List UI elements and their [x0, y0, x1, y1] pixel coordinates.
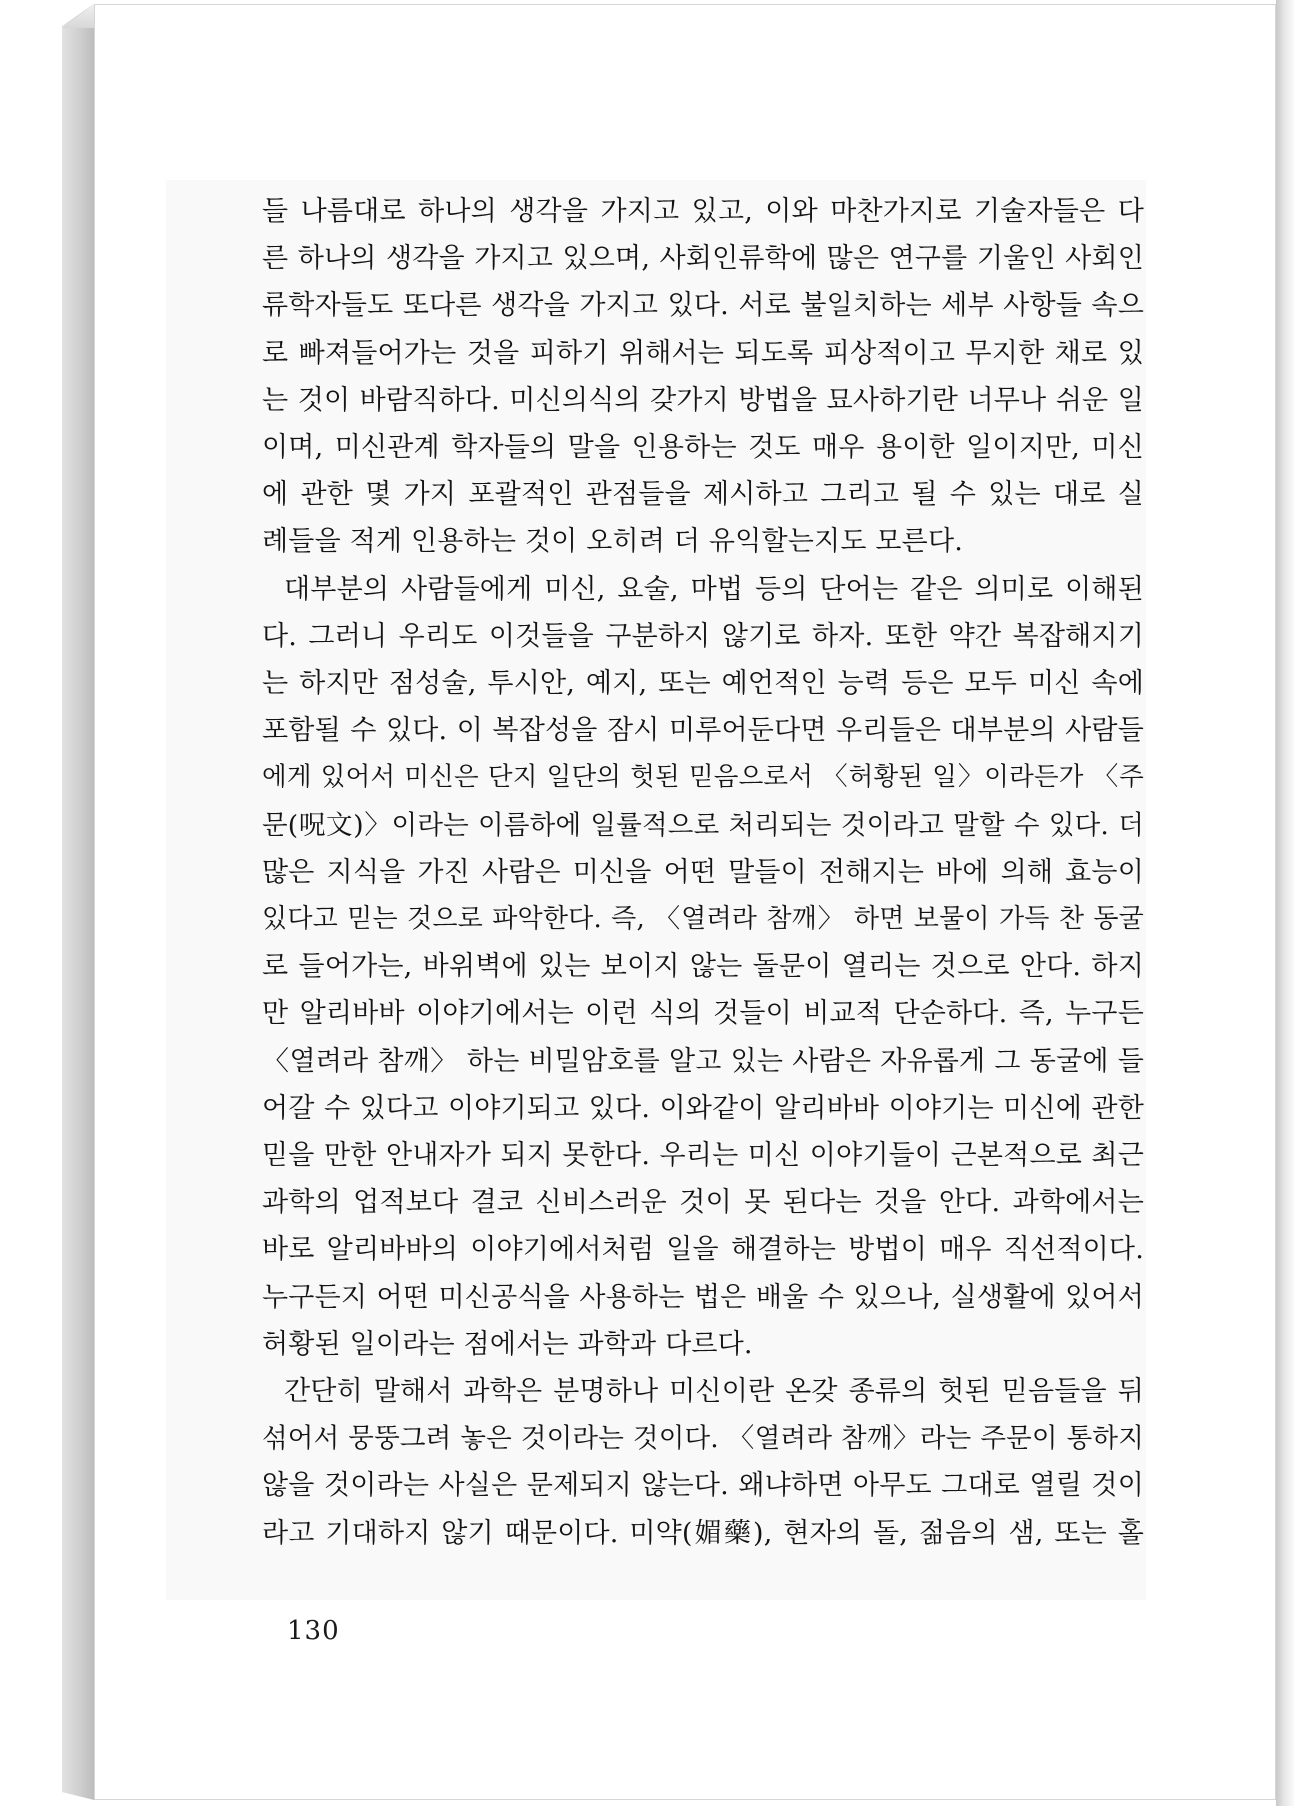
text-line: 들 나름대로 하나의 생각을 가지고 있고, 이와 마찬가지로 기술자들은 다 — [262, 196, 1144, 227]
text-line: 문(呪文)〉이라는 이름하에 일률적으로 처리되는 것이라고 말할 수 있다. 더 — [262, 809, 1144, 841]
body-text — [262, 188, 1144, 1557]
text-line: 포함될 수 있다. 이 복잡성을 잠시 미루어둔다면 우리들은 대부분의 사람들 — [262, 715, 1144, 747]
text-line: 많은 지식을 가진 사람은 미신을 어떤 말들이 전해지는 바에 의해 효능이 — [262, 856, 1144, 888]
text-line: 간단히 말해서 과학은 분명하나 미신이란 온갖 종류의 헛된 믿음들을 뒤 — [284, 1376, 1144, 1408]
page-right-shadow — [1276, 0, 1294, 1806]
paragraph-2 — [262, 566, 1144, 1368]
text-line: 로 들어가는, 바위벽에 있는 보이지 않는 돌문이 열리는 것으로 안다. 하지 — [262, 951, 1144, 983]
text-line: 바로 알리바바의 이야기에서처럼 일을 해결하는 방법이 매우 직선적이다. — [262, 1234, 1144, 1266]
text-line: 다. 그러니 우리도 이것들을 구분하지 않기로 하자. 또한 약간 복잡해지기 — [262, 620, 1144, 652]
text-line: 로 빠져들어가는 것을 피하기 위해서는 되도록 피상적이고 무지한 채로 있 — [262, 337, 1144, 369]
paragraph-1 — [262, 188, 1144, 566]
book-left-edge — [62, 4, 94, 1800]
text-line: 는 것이 바람직하다. 미신의식의 갖가지 방법을 묘사하기란 너무나 쉬운 일 — [262, 384, 1144, 416]
text-line: 누구든지 어떤 미신공식을 사용하는 법은 배울 수 있으나, 실생활에 있어서 — [262, 1281, 1144, 1313]
text-line: 과학의 업적보다 결코 신비스러운 것이 못 된다는 것을 안다. 과학에서는 — [262, 1187, 1144, 1219]
text-line: 이며, 미신관계 학자들의 말을 인용하는 것도 매우 용이한 일이지만, 미신 — [262, 432, 1144, 464]
text-line: 어갈 수 있다고 이야기되고 있다. 이와같이 알리바바 이야기는 미신에 관한 — [262, 1092, 1144, 1124]
text-line: 라고 기대하지 않기 때문이다. 미약(媚藥), 현자의 돌, 젊음의 샘, 또는 홀 — [262, 1517, 1144, 1549]
text-line: 례들을 적게 인용하는 것이 오히려 더 유익할는지도 모른다. — [262, 526, 964, 558]
text-line: 에게 있어서 미신은 단지 일단의 헛된 믿음으로서 〈허황된 일〉이라든가 〈주 — [262, 762, 1144, 793]
paragraph-3 — [262, 1368, 1144, 1557]
text-line: 믿을 만한 안내자가 되지 못한다. 우리는 미신 이야기들이 근본적으로 최근 — [262, 1140, 1144, 1172]
text-line: 있다고 믿는 것으로 파악한다. 즉, 〈열려라 참깨〉 하면 보물이 가득 찬 동굴 — [262, 904, 1144, 935]
text-line: 섞어서 뭉뚱그려 놓은 것이라는 것이다. 〈열려라 참깨〉라는 주문이 통하지 — [262, 1423, 1144, 1455]
text-line: 않을 것이라는 사실은 문제되지 않는다. 왜냐하면 아무도 그대로 열릴 것이 — [262, 1470, 1144, 1502]
text-line: 른 하나의 생각을 가지고 있으며, 사회인류학에 많은 연구를 기울인 사회인 — [262, 243, 1144, 275]
text-line: 에 관한 몇 가지 포괄적인 관점들을 제시하고 그리고 될 수 있는 대로 실 — [262, 479, 1144, 511]
text-line: 는 하지만 점성술, 투시안, 예지, 또는 예언적인 능력 등은 모두 미신 속에 — [262, 668, 1144, 700]
text-line: 허황된 일이라는 점에서는 과학과 다르다. — [262, 1328, 753, 1360]
text-line: 〈열려라 참깨〉 하는 비밀암호를 알고 있는 사람은 자유롭게 그 동굴에 들 — [262, 1045, 1144, 1077]
text-line: 류학자들도 또다른 생각을 가지고 있다. 서로 불일치하는 세부 사항들 속으 — [262, 290, 1144, 322]
text-line: 만 알리바바 이야기에서는 이런 식의 것들이 비교적 단순하다. 즉, 누구든 — [262, 998, 1144, 1030]
page-number: 130 — [287, 1616, 340, 1646]
text-line: 대부분의 사람들에게 미신, 요술, 마법 등의 단어는 같은 의미로 이해된 — [284, 573, 1144, 605]
